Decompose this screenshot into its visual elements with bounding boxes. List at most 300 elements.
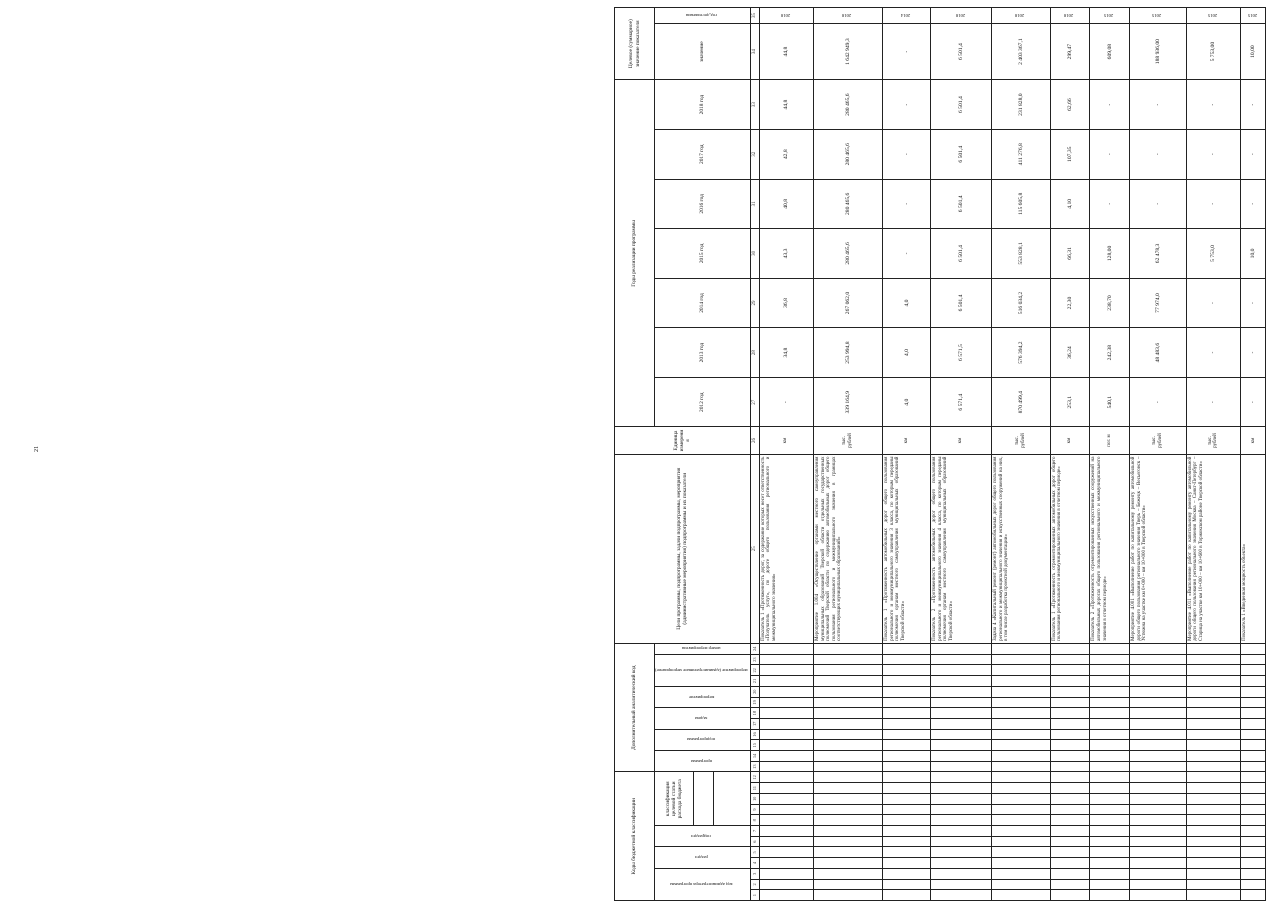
code-digit-cell — [814, 740, 883, 751]
value-cell: 36,24 — [1050, 328, 1090, 378]
value-cell: 10,0 — [1241, 229, 1266, 279]
code-digit-cell — [883, 793, 931, 804]
target-value-cell: 10,00 — [1241, 23, 1266, 79]
value-cell: 6 501,4 — [931, 129, 992, 179]
column-number: 2 — [750, 879, 759, 890]
code-digit-cell — [759, 718, 813, 729]
code-digit-cell — [1090, 858, 1130, 869]
code-digit-cell — [1130, 783, 1187, 794]
code-digit-cell — [992, 826, 1051, 837]
code-digit-cell — [759, 826, 813, 837]
code-digit-cell — [1130, 729, 1187, 740]
target-year-cell: 2018 — [1064, 12, 1074, 18]
header-target-article-codes — [694, 772, 714, 826]
description-cell: Показатель 2 «Протяженность автомобильных дорог общего пользования регионального и межмуниципального значения 4 класса, по которым переданы полномочия органам местного самоуправления муниципальных образований Тверской области» — [931, 454, 992, 643]
code-digit-cell — [992, 686, 1051, 697]
value-cell: 43,3 — [759, 229, 813, 279]
value-cell: - — [1090, 179, 1130, 229]
column-number: 5 — [750, 847, 759, 858]
target-value-cell: 299,47 — [1050, 23, 1090, 79]
header-program: программа — [690, 758, 712, 764]
code-digit-cell — [814, 676, 883, 687]
unit-cell: пог. м — [1090, 427, 1130, 454]
value-cell: 22,30 — [1050, 278, 1090, 328]
code-digit-cell — [883, 697, 931, 708]
code-digit-cell — [759, 783, 813, 794]
code-digit-cell — [1090, 751, 1130, 762]
table-row — [1130, 8, 1187, 901]
code-digit-cell — [1186, 740, 1240, 751]
value-cell: 34,8 — [759, 328, 813, 378]
code-digit-cell — [814, 654, 883, 665]
header-year-2014: 2014 год — [655, 278, 751, 328]
target-value-cell: 188 936,00 — [1130, 23, 1187, 79]
code-digit-cell — [814, 858, 883, 869]
code-digit-cell — [1241, 826, 1266, 837]
code-digit-cell — [931, 686, 992, 697]
column-number: 9 — [750, 804, 759, 815]
description-cell: Задача 4 «Капитальный ремонт (ремонт) автомобильных дорог общего пользования регионального и межмуниципального значения и искусственных сооружений на них, в том числе разработка проектной документации» — [992, 454, 1051, 643]
code-digit-cell — [814, 761, 883, 772]
target-year-cell: 2018 — [955, 12, 965, 18]
column-number: 7 — [750, 826, 759, 837]
header-year-2016: 2016 год — [655, 179, 751, 229]
value-cell: 238,70 — [1090, 278, 1130, 328]
column-number: 12 — [750, 772, 759, 783]
code-digit-cell — [1186, 858, 1240, 869]
table-row — [759, 8, 813, 901]
code-digit-cell — [814, 783, 883, 794]
code-digit-cell — [759, 654, 813, 665]
column-number: 29 — [750, 278, 759, 328]
target-year-cell: 2018 — [842, 12, 852, 18]
code-digit-cell — [931, 772, 992, 783]
program-indicators-table — [614, 7, 1266, 901]
value-cell: 516 034,2 — [992, 278, 1051, 328]
value-cell: - — [1241, 80, 1266, 130]
code-digit-cell — [1090, 793, 1130, 804]
code-digit-cell — [883, 740, 931, 751]
code-digit-cell — [931, 643, 992, 654]
value-cell: - — [1186, 328, 1240, 378]
code-digit-cell — [992, 676, 1051, 687]
header-year-2015: 2015 год — [655, 229, 751, 279]
code-digit-cell — [1130, 740, 1187, 751]
description-cell: Мероприятие 4.001 «Выполнение работ по капитальному ремонту автомобильной дороги общего пользования регионального значения Тверь – Бежецк – Весьегонск – Устюжна на участке км 0+000 – км 10+000 в Тверской области» — [1130, 454, 1187, 643]
description-cell: Показатель 1 «Протяженность отремонтированных автомобильных дорог общего пользования регионального и межмуниципального значения в отчетном периоде» — [1050, 454, 1090, 643]
column-number-row — [750, 8, 759, 901]
table-row — [931, 8, 992, 901]
code-digit-cell — [1130, 654, 1187, 665]
target-value-cell: 44,8 — [759, 23, 813, 79]
header-additional-code: Дополнительный аналитический код — [615, 643, 655, 772]
code-digit-cell — [1186, 708, 1240, 719]
code-digit-cell — [814, 793, 883, 804]
target-value-cell: 609,08 — [1090, 23, 1130, 79]
code-digit-cell — [1090, 815, 1130, 826]
header-year-2018: 2018 год — [655, 80, 751, 130]
column-number: 22 — [750, 665, 759, 676]
code-digit-cell — [992, 815, 1051, 826]
value-cell: 4,10 — [1050, 179, 1090, 229]
value-2012-cell: 4,0 — [883, 377, 931, 427]
code-digit-cell — [1050, 665, 1090, 676]
code-digit-cell — [931, 740, 992, 751]
column-number: 10 — [750, 793, 759, 804]
code-digit-cell — [931, 847, 992, 858]
column-number: 24 — [750, 643, 759, 654]
code-digit-cell — [759, 643, 813, 654]
code-digit-cell — [931, 718, 992, 729]
code-digit-cell — [992, 718, 1051, 729]
code-digit-cell — [1090, 729, 1130, 740]
column-number: 1 — [750, 890, 759, 901]
value-cell: 115 605,8 — [992, 179, 1051, 229]
code-digit-cell — [883, 826, 931, 837]
unit-cell: км — [1241, 427, 1266, 454]
header-unit: Единица измерения — [615, 427, 751, 454]
header-target-article: классификация целевой статьи расхода бюджета — [655, 772, 694, 826]
value-cell: - — [1130, 129, 1187, 179]
code-digit-cell — [759, 804, 813, 815]
column-number: 17 — [750, 718, 759, 729]
column-number: 11 — [750, 783, 759, 794]
description-cell: Показатель 1 «Протяженность дорог, за содержание которых несет ответственность «Получатель услуг», по дороге общего пользования регионального и межмуниципального значения» — [759, 454, 813, 643]
target-value-cell: 5 753,00 — [1186, 23, 1240, 79]
code-digit-cell — [1130, 793, 1187, 804]
code-digit-cell — [759, 708, 813, 719]
code-digit-cell — [883, 643, 931, 654]
value-cell: 267 062,0 — [814, 278, 883, 328]
code-digit-cell — [931, 804, 992, 815]
target-value-cell: - — [883, 23, 931, 79]
value-cell: 107,35 — [1050, 129, 1090, 179]
value-cell: 77 974,0 — [1130, 278, 1187, 328]
header-year-2013: 2013 год — [655, 328, 751, 378]
code-digit-cell — [1186, 783, 1240, 794]
column-number: 4 — [750, 858, 759, 869]
value-cell: 5 753,0 — [1186, 229, 1240, 279]
target-year-cell: 2018 — [1015, 12, 1025, 18]
header-subsection: подраздел — [691, 833, 712, 839]
code-digit-cell — [1090, 826, 1130, 837]
code-digit-cell — [883, 729, 931, 740]
value-cell: - — [1186, 179, 1240, 229]
code-digit-cell — [1050, 815, 1090, 826]
code-digit-cell — [814, 729, 883, 740]
code-digit-cell — [1241, 836, 1266, 847]
code-digit-cell — [931, 858, 992, 869]
target-value-cell: 1 642 949,3 — [814, 23, 883, 79]
code-digit-cell — [883, 879, 931, 890]
value-cell: 280 465,6 — [814, 229, 883, 279]
column-number: 35 — [750, 8, 759, 24]
code-digit-cell — [883, 815, 931, 826]
column-number: 23 — [750, 654, 759, 665]
code-digit-cell — [1090, 890, 1130, 901]
code-digit-cell — [1050, 826, 1090, 837]
code-digit-cell — [1186, 836, 1240, 847]
code-digit-cell — [1186, 697, 1240, 708]
code-digit-cell — [1090, 847, 1130, 858]
code-digit-cell — [1050, 686, 1090, 697]
table-row — [1241, 8, 1266, 901]
code-digit-cell — [1130, 718, 1187, 729]
code-digit-cell — [883, 868, 931, 879]
code-digit-cell — [814, 665, 883, 676]
header-admin-code: код администратора программы — [670, 881, 733, 887]
code-digit-cell — [1050, 836, 1090, 847]
value-cell: - — [1130, 179, 1187, 229]
table-row — [883, 8, 931, 901]
value-cell: 6 501,4 — [931, 179, 992, 229]
code-digit-cell — [1090, 676, 1130, 687]
code-digit-cell — [1241, 772, 1266, 783]
value-cell: - — [883, 229, 931, 279]
code-digit-cell — [759, 815, 813, 826]
code-digit-cell — [1090, 783, 1130, 794]
value-cell: 4,0 — [883, 328, 931, 378]
page-number: 21 — [34, 446, 40, 452]
code-digit-cell — [1130, 804, 1187, 815]
code-digit-cell — [1050, 676, 1090, 687]
column-number: 34 — [750, 23, 759, 79]
code-digit-cell — [931, 879, 992, 890]
code-digit-cell — [759, 665, 813, 676]
unit-cell: тыс. рублей — [992, 427, 1051, 454]
code-digit-cell — [931, 826, 992, 837]
code-digit-cell — [1130, 643, 1187, 654]
value-2012-cell: 6 571,4 — [931, 377, 992, 427]
column-number: 21 — [750, 676, 759, 687]
unit-cell: км — [931, 427, 992, 454]
code-digit-cell — [992, 890, 1051, 901]
code-digit-cell — [814, 804, 883, 815]
code-digit-cell — [759, 772, 813, 783]
code-digit-cell — [1241, 697, 1266, 708]
code-digit-cell — [992, 847, 1051, 858]
column-number: 6 — [750, 836, 759, 847]
code-digit-cell — [1186, 751, 1240, 762]
target-year-cell: 2018 — [780, 12, 790, 18]
code-digit-cell — [1186, 676, 1240, 687]
code-digit-cell — [759, 729, 813, 740]
column-number: 27 — [750, 377, 759, 427]
table-row — [1090, 8, 1130, 901]
target-year-cell: 2015 — [1104, 12, 1114, 18]
target-value-cell: 2 403 367,1 — [992, 23, 1051, 79]
code-digit-cell — [992, 729, 1051, 740]
code-digit-cell — [814, 751, 883, 762]
value-2012-cell: - — [759, 377, 813, 427]
code-digit-cell — [1186, 826, 1240, 837]
code-digit-cell — [814, 643, 883, 654]
code-digit-cell — [931, 793, 992, 804]
code-digit-cell — [931, 708, 992, 719]
code-digit-cell — [1090, 772, 1130, 783]
column-number: 31 — [750, 179, 759, 229]
value-cell: 280 465,6 — [814, 80, 883, 130]
code-digit-cell — [814, 868, 883, 879]
column-number: 20 — [750, 686, 759, 697]
code-digit-cell — [1130, 858, 1187, 869]
code-digit-cell — [1186, 665, 1240, 676]
header-budget-codes: Коды бюджетной классификации — [615, 772, 655, 901]
code-digit-cell — [759, 836, 813, 847]
code-digit-cell — [931, 890, 992, 901]
code-digit-cell — [1130, 708, 1187, 719]
code-digit-cell — [931, 761, 992, 772]
code-digit-cell — [814, 847, 883, 858]
column-number: 25 — [750, 454, 759, 643]
unit-cell: км — [883, 427, 931, 454]
code-digit-cell — [1241, 751, 1266, 762]
value-cell: 280 465,6 — [814, 179, 883, 229]
code-digit-cell — [759, 740, 813, 751]
code-digit-cell — [992, 751, 1051, 762]
code-digit-cell — [931, 815, 992, 826]
code-digit-cell — [1130, 847, 1187, 858]
value-cell: 6 501,4 — [931, 229, 992, 279]
code-digit-cell — [1090, 665, 1130, 676]
code-digit-cell — [1186, 890, 1240, 901]
target-year-cell: 2015 — [1247, 12, 1257, 18]
table-row — [1186, 8, 1240, 901]
header-section: раздел — [694, 855, 708, 861]
column-number: 15 — [750, 740, 759, 751]
code-digit-cell — [1050, 879, 1090, 890]
value-cell: 128,00 — [1090, 229, 1130, 279]
code-digit-cell — [1090, 761, 1130, 772]
code-digit-cell — [883, 836, 931, 847]
code-digit-cell — [1241, 708, 1266, 719]
code-digit-cell — [883, 761, 931, 772]
value-cell: 36,8 — [759, 278, 813, 328]
code-digit-cell — [1130, 890, 1187, 901]
code-digit-cell — [1241, 858, 1266, 869]
code-digit-cell — [759, 676, 813, 687]
code-digit-cell — [1130, 836, 1187, 847]
value-cell: 280 465,6 — [814, 129, 883, 179]
code-digit-cell — [931, 783, 992, 794]
value-cell: 553 828,1 — [992, 229, 1051, 279]
code-digit-cell — [1050, 783, 1090, 794]
code-digit-cell — [1241, 879, 1266, 890]
code-digit-cell — [1090, 708, 1130, 719]
code-digit-cell — [1050, 654, 1090, 665]
header-target-group: Целевое (суммарное) значение показателя — [615, 8, 655, 80]
code-digit-cell — [992, 643, 1051, 654]
value-2012-cell: 870 499,4 — [992, 377, 1051, 427]
value-cell: 242,38 — [1090, 328, 1130, 378]
code-digit-cell — [992, 654, 1051, 665]
header-subprogram: подпрограмма — [687, 737, 716, 743]
code-digit-cell — [1050, 729, 1090, 740]
column-number: 13 — [750, 761, 759, 772]
code-digit-cell — [1050, 761, 1090, 772]
value-cell: 6 571,5 — [931, 328, 992, 378]
description-cell: Мероприятие 1.004 «Осуществление органами местного самоуправления муниципальных образований Тверской области отдельных государственных полномочий Тверской области по содержанию автомобильных дорог общего пользования регионального и межмуниципального значения в границах соответствующих муниципальных образований» — [814, 454, 883, 643]
code-digit-cell — [1090, 879, 1130, 890]
code-digit-cell — [1186, 729, 1240, 740]
value-cell: 6 501,4 — [931, 80, 992, 130]
code-digit-cell — [814, 697, 883, 708]
value-cell: 40,8 — [759, 179, 813, 229]
header-year-2017: 2017 год — [655, 129, 751, 179]
code-digit-cell — [1241, 676, 1266, 687]
code-digit-cell — [883, 890, 931, 901]
value-2012-cell: - — [1186, 377, 1240, 427]
value-cell: 4,0 — [883, 278, 931, 328]
code-digit-cell — [992, 772, 1051, 783]
code-digit-cell — [1186, 772, 1240, 783]
value-cell: 62,66 — [1050, 80, 1090, 130]
code-digit-cell — [1050, 868, 1090, 879]
code-digit-cell — [1090, 654, 1130, 665]
code-digit-cell — [759, 751, 813, 762]
code-digit-cell — [1130, 761, 1187, 772]
code-digit-cell — [814, 772, 883, 783]
code-digit-cell — [1241, 793, 1266, 804]
code-digit-cell — [1050, 708, 1090, 719]
code-digit-cell — [1130, 868, 1187, 879]
column-number: 14 — [750, 751, 759, 762]
code-digit-cell — [1090, 836, 1130, 847]
code-digit-cell — [992, 879, 1051, 890]
code-digit-cell — [1050, 772, 1090, 783]
code-digit-cell — [814, 836, 883, 847]
code-digit-cell — [931, 665, 992, 676]
code-digit-cell — [1186, 654, 1240, 665]
value-cell: - — [1186, 278, 1240, 328]
code-digit-cell — [883, 686, 931, 697]
code-digit-cell — [1090, 697, 1130, 708]
value-cell: 42,8 — [759, 129, 813, 179]
code-digit-cell — [1241, 890, 1266, 901]
code-digit-cell — [992, 836, 1051, 847]
column-number: 28 — [750, 328, 759, 378]
code-digit-cell — [992, 804, 1051, 815]
code-digit-cell — [883, 858, 931, 869]
code-digit-cell — [883, 751, 931, 762]
code-digit-cell — [1241, 665, 1266, 676]
value-cell: - — [1241, 129, 1266, 179]
column-number: 3 — [750, 868, 759, 879]
code-digit-cell — [931, 729, 992, 740]
code-digit-cell — [759, 761, 813, 772]
value-cell: - — [1241, 328, 1266, 378]
value-cell: - — [1130, 80, 1187, 130]
code-digit-cell — [1050, 697, 1090, 708]
value-cell: 66,31 — [1050, 229, 1090, 279]
value-2012-cell: 540,1 — [1090, 377, 1130, 427]
value-cell: - — [1186, 129, 1240, 179]
code-digit-cell — [814, 890, 883, 901]
value-cell: 48 483,6 — [1130, 328, 1187, 378]
unit-cell: тыс. рублей — [1130, 427, 1187, 454]
code-digit-cell — [1090, 868, 1130, 879]
code-digit-cell — [1241, 815, 1266, 826]
description-cell: Мероприятие 4.011 «Выполнение работ по капитальному ремонту автомобильной дороги общего пользования регионального значения Москва – Санкт-Петербург – Старица на участке км 10+000 – км 10+600 в Торжокском районе Тверской области» — [1186, 454, 1240, 643]
value-cell: - — [883, 179, 931, 229]
header-task: задача — [695, 715, 708, 721]
code-digit-cell — [1186, 718, 1240, 729]
column-number: 16 — [750, 729, 759, 740]
code-digit-cell — [931, 836, 992, 847]
code-digit-cell — [759, 879, 813, 890]
code-digit-cell — [1090, 686, 1130, 697]
column-number: 18 — [750, 708, 759, 719]
